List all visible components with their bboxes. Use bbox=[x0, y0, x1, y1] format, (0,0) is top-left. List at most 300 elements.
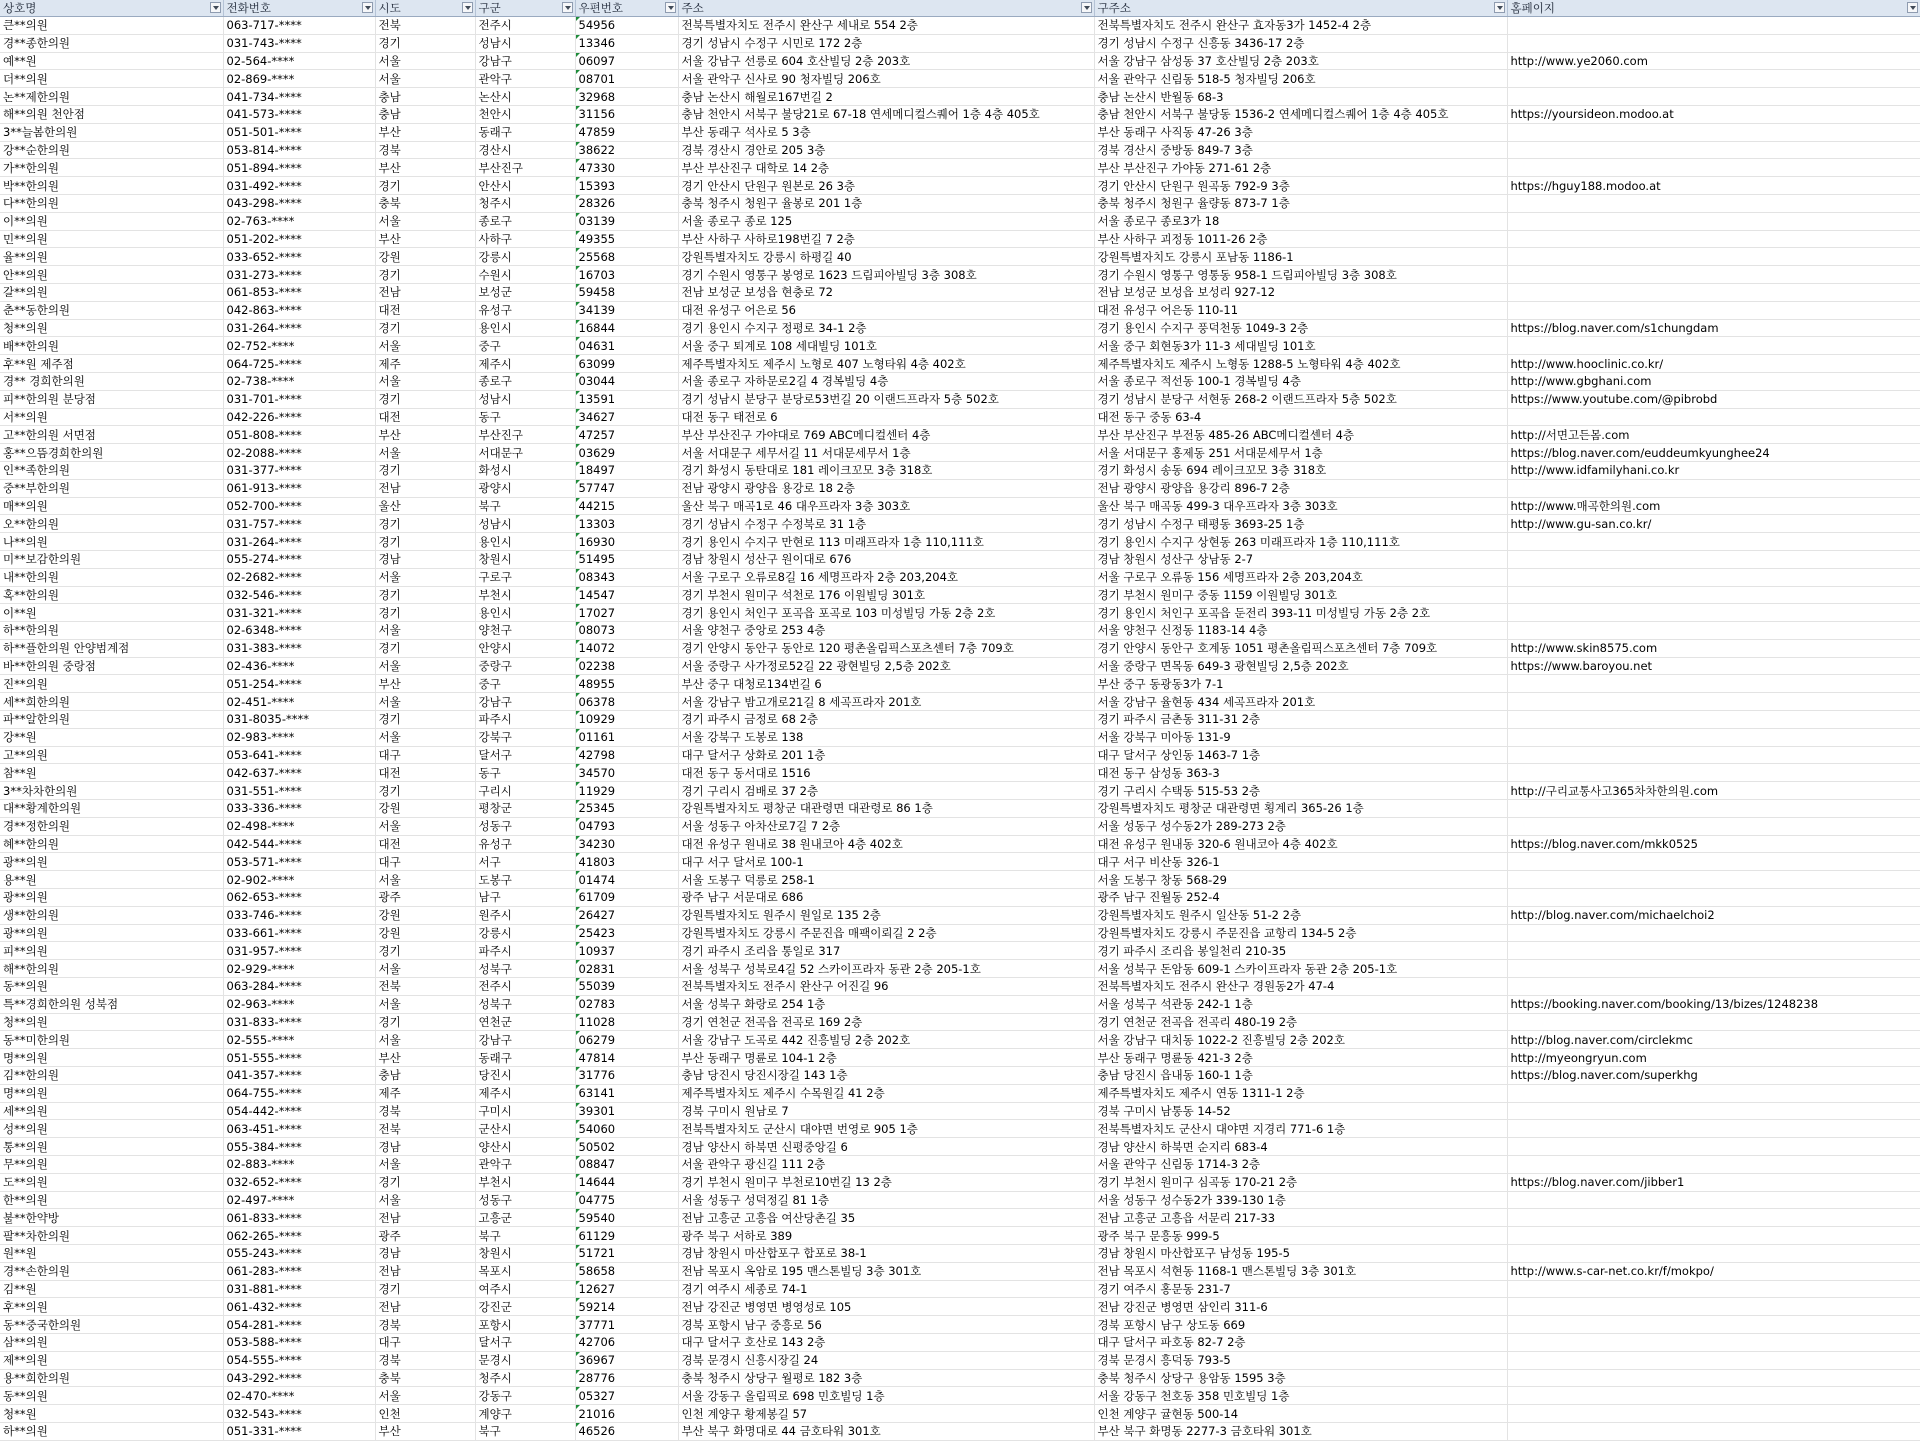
old-address-cell[interactable]: 전북특별자치도 군산시 대야면 지경리 771-6 1층 bbox=[1094, 1120, 1507, 1138]
district-cell[interactable]: 중구 bbox=[475, 337, 575, 355]
address-cell[interactable]: 경기 파주시 금정로 68 2층 bbox=[678, 711, 1094, 729]
zipcode-cell[interactable]: 51721 bbox=[575, 1244, 678, 1262]
zipcode-cell[interactable]: 02831 bbox=[575, 960, 678, 978]
address-cell[interactable]: 서울 중구 퇴계로 108 세대빌딩 101호 bbox=[678, 337, 1094, 355]
homepage-cell[interactable]: http://www.ye2060.com bbox=[1507, 52, 1920, 70]
district-cell[interactable]: 강진군 bbox=[475, 1298, 575, 1316]
name-cell[interactable]: 혹**한의원 bbox=[0, 586, 223, 604]
address-cell[interactable]: 강원특별자치도 원주시 원일로 135 2층 bbox=[678, 906, 1094, 924]
address-cell[interactable]: 서울 강남구 도곡로 442 진흥빌딩 2층 202호 bbox=[678, 1031, 1094, 1049]
province-cell[interactable]: 경기 bbox=[375, 319, 475, 337]
zipcode-cell[interactable]: 42706 bbox=[575, 1333, 678, 1351]
homepage-cell[interactable] bbox=[1507, 764, 1920, 782]
district-cell[interactable]: 서대문구 bbox=[475, 444, 575, 462]
old-address-cell[interactable]: 경기 용인시 처인구 포곡읍 둔전리 393-11 미성빌딩 가동 2층 2호 bbox=[1094, 604, 1507, 622]
name-cell[interactable]: 제**의원 bbox=[0, 1351, 223, 1369]
old-address-cell[interactable]: 서울 관악구 신림동 518-5 청자빌딩 206호 bbox=[1094, 70, 1507, 88]
name-cell[interactable]: 경**종한의원 bbox=[0, 34, 223, 52]
district-cell[interactable]: 북구 bbox=[475, 1422, 575, 1440]
phone-cell[interactable]: 02-497-**** bbox=[223, 1191, 375, 1209]
address-cell[interactable]: 전북특별자치도 군산시 대야면 번영로 905 1층 bbox=[678, 1120, 1094, 1138]
homepage-cell[interactable]: http://구리교통사고365차차한의원.com bbox=[1507, 782, 1920, 800]
phone-cell[interactable]: 031-321-**** bbox=[223, 604, 375, 622]
homepage-cell[interactable]: https://blog.naver.com/euddeumkyunghee24 bbox=[1507, 444, 1920, 462]
homepage-cell[interactable] bbox=[1507, 1084, 1920, 1102]
phone-cell[interactable]: 063-717-**** bbox=[223, 17, 375, 35]
name-cell[interactable]: 팔**차한의원 bbox=[0, 1227, 223, 1245]
address-cell[interactable]: 전남 보성군 보성읍 현충로 72 bbox=[678, 283, 1094, 301]
homepage-cell[interactable] bbox=[1507, 1333, 1920, 1351]
homepage-cell[interactable]: https://www.youtube.com/@pibrobd bbox=[1507, 390, 1920, 408]
address-cell[interactable]: 서울 서대문구 세무서길 11 서대문세무서 1층 bbox=[678, 444, 1094, 462]
old-address-cell[interactable]: 경북 문경시 흥덕동 793-5 bbox=[1094, 1351, 1507, 1369]
name-cell[interactable]: 율**의원 bbox=[0, 248, 223, 266]
name-cell[interactable]: 광**의원 bbox=[0, 889, 223, 907]
name-cell[interactable]: 나**의원 bbox=[0, 533, 223, 551]
zipcode-cell[interactable]: 21016 bbox=[575, 1405, 678, 1423]
old-address-cell[interactable]: 서울 성동구 성수동2가 339-130 1층 bbox=[1094, 1191, 1507, 1209]
district-cell[interactable]: 부천시 bbox=[475, 1173, 575, 1191]
province-cell[interactable]: 경기 bbox=[375, 177, 475, 195]
address-cell[interactable]: 대전 유성구 원내로 38 원내코아 4층 402호 bbox=[678, 835, 1094, 853]
zipcode-cell[interactable]: 49355 bbox=[575, 230, 678, 248]
old-address-cell[interactable]: 부산 북구 화명동 2277-3 금호타워 301호 bbox=[1094, 1422, 1507, 1440]
zipcode-cell[interactable]: 10929 bbox=[575, 711, 678, 729]
phone-cell[interactable]: 02-564-**** bbox=[223, 52, 375, 70]
province-cell[interactable]: 경기 bbox=[375, 604, 475, 622]
phone-cell[interactable]: 02-470-**** bbox=[223, 1387, 375, 1405]
old-address-cell[interactable]: 경기 여주시 홍문동 231-7 bbox=[1094, 1280, 1507, 1298]
district-cell[interactable]: 달서구 bbox=[475, 746, 575, 764]
address-cell[interactable]: 강원특별자치도 평창군 대관령면 대관령로 86 1층 bbox=[678, 800, 1094, 818]
old-address-cell[interactable]: 경북 경산시 중방동 849-7 3층 bbox=[1094, 141, 1507, 159]
district-cell[interactable]: 북구 bbox=[475, 497, 575, 515]
province-cell[interactable]: 경기 bbox=[375, 461, 475, 479]
address-cell[interactable]: 충북 청주시 청원구 율봉로 201 1층 bbox=[678, 194, 1094, 212]
zipcode-cell[interactable]: 16844 bbox=[575, 319, 678, 337]
zipcode-cell[interactable]: 50502 bbox=[575, 1138, 678, 1156]
district-cell[interactable]: 서구 bbox=[475, 853, 575, 871]
phone-cell[interactable]: 054-442-**** bbox=[223, 1102, 375, 1120]
name-cell[interactable]: 동**미한의원 bbox=[0, 1031, 223, 1049]
name-cell[interactable]: 해**의원 천안점 bbox=[0, 105, 223, 123]
address-cell[interactable]: 경기 안산시 단원구 원본로 26 3층 bbox=[678, 177, 1094, 195]
zipcode-cell[interactable]: 38622 bbox=[575, 141, 678, 159]
old-address-cell[interactable]: 경기 화성시 송동 694 레이크꼬모 3층 318호 bbox=[1094, 461, 1507, 479]
zipcode-cell[interactable]: 08847 bbox=[575, 1156, 678, 1174]
phone-cell[interactable]: 053-641-**** bbox=[223, 746, 375, 764]
province-cell[interactable]: 경기 bbox=[375, 586, 475, 604]
phone-cell[interactable]: 051-894-**** bbox=[223, 159, 375, 177]
homepage-cell[interactable] bbox=[1507, 533, 1920, 551]
name-cell[interactable]: 원**원 bbox=[0, 1244, 223, 1262]
phone-cell[interactable]: 051-808-**** bbox=[223, 426, 375, 444]
name-cell[interactable]: 도**의원 bbox=[0, 1173, 223, 1191]
name-cell[interactable]: 무**의원 bbox=[0, 1156, 223, 1174]
address-cell[interactable]: 경북 경산시 경안로 205 3층 bbox=[678, 141, 1094, 159]
name-cell[interactable]: 경** 경희한의원 bbox=[0, 372, 223, 390]
district-cell[interactable]: 중구 bbox=[475, 675, 575, 693]
district-cell[interactable]: 강릉시 bbox=[475, 248, 575, 266]
zipcode-cell[interactable]: 31776 bbox=[575, 1067, 678, 1085]
name-cell[interactable]: 혜**한의원 bbox=[0, 835, 223, 853]
old-address-cell[interactable]: 울산 북구 매곡동 499-3 대우프라자 3층 303호 bbox=[1094, 497, 1507, 515]
zipcode-cell[interactable]: 41803 bbox=[575, 853, 678, 871]
province-cell[interactable]: 강원 bbox=[375, 906, 475, 924]
name-cell[interactable]: 강**원 bbox=[0, 728, 223, 746]
province-cell[interactable]: 대전 bbox=[375, 764, 475, 782]
phone-cell[interactable]: 061-913-**** bbox=[223, 479, 375, 497]
name-cell[interactable]: 안**의원 bbox=[0, 266, 223, 284]
district-cell[interactable]: 부천시 bbox=[475, 586, 575, 604]
name-cell[interactable]: 명**의원 bbox=[0, 1049, 223, 1067]
name-cell[interactable]: 피**한의원 분당점 bbox=[0, 390, 223, 408]
zipcode-cell[interactable]: 06378 bbox=[575, 693, 678, 711]
province-cell[interactable]: 부산 bbox=[375, 1049, 475, 1067]
district-cell[interactable]: 광양시 bbox=[475, 479, 575, 497]
old-address-cell[interactable]: 전남 광양시 광양읍 용강리 896-7 2층 bbox=[1094, 479, 1507, 497]
zipcode-cell[interactable]: 31156 bbox=[575, 105, 678, 123]
name-cell[interactable]: 한**의원 bbox=[0, 1191, 223, 1209]
address-cell[interactable]: 대전 유성구 어은로 56 bbox=[678, 301, 1094, 319]
district-cell[interactable]: 파주시 bbox=[475, 711, 575, 729]
homepage-cell[interactable] bbox=[1507, 800, 1920, 818]
province-cell[interactable]: 충남 bbox=[375, 105, 475, 123]
old-address-cell[interactable]: 서울 강북구 미아동 131-9 bbox=[1094, 728, 1507, 746]
name-cell[interactable]: 김**원 bbox=[0, 1280, 223, 1298]
name-cell[interactable]: 진**의원 bbox=[0, 675, 223, 693]
province-cell[interactable]: 충남 bbox=[375, 88, 475, 106]
homepage-cell[interactable] bbox=[1507, 568, 1920, 586]
old-address-cell[interactable]: 부산 사하구 괴정동 1011-26 2층 bbox=[1094, 230, 1507, 248]
zipcode-cell[interactable]: 11929 bbox=[575, 782, 678, 800]
address-cell[interactable]: 충남 논산시 해월로167번길 2 bbox=[678, 88, 1094, 106]
district-cell[interactable]: 유성구 bbox=[475, 301, 575, 319]
name-cell[interactable]: 생**한의원 bbox=[0, 906, 223, 924]
district-cell[interactable]: 안산시 bbox=[475, 177, 575, 195]
address-cell[interactable]: 서울 성북구 화랑로 254 1층 bbox=[678, 995, 1094, 1013]
phone-cell[interactable]: 053-571-**** bbox=[223, 853, 375, 871]
district-cell[interactable]: 문경시 bbox=[475, 1351, 575, 1369]
province-cell[interactable]: 서울 bbox=[375, 995, 475, 1013]
name-cell[interactable]: 내**한의원 bbox=[0, 568, 223, 586]
homepage-cell[interactable] bbox=[1507, 230, 1920, 248]
phone-cell[interactable]: 051-331-**** bbox=[223, 1422, 375, 1440]
homepage-cell[interactable] bbox=[1507, 1422, 1920, 1440]
district-cell[interactable]: 구로구 bbox=[475, 568, 575, 586]
phone-cell[interactable]: 055-274-**** bbox=[223, 550, 375, 568]
homepage-cell[interactable] bbox=[1507, 34, 1920, 52]
province-cell[interactable]: 충북 bbox=[375, 1369, 475, 1387]
old-address-cell[interactable]: 대전 유성구 어은동 110-11 bbox=[1094, 301, 1507, 319]
address-cell[interactable]: 서울 성북구 성북로4길 52 스카이프라자 동관 2층 205-1호 bbox=[678, 960, 1094, 978]
phone-cell[interactable]: 055-243-**** bbox=[223, 1244, 375, 1262]
homepage-cell[interactable] bbox=[1507, 1244, 1920, 1262]
address-cell[interactable]: 부산 중구 대청로134번길 6 bbox=[678, 675, 1094, 693]
address-cell[interactable]: 광주 북구 서하로 389 bbox=[678, 1227, 1094, 1245]
old-address-cell[interactable]: 서울 관악구 신림동 1714-3 2층 bbox=[1094, 1156, 1507, 1174]
zipcode-cell[interactable]: 03629 bbox=[575, 444, 678, 462]
name-cell[interactable]: 하**한의원 bbox=[0, 622, 223, 640]
homepage-cell[interactable]: http://www.idfamilyhani.co.kr bbox=[1507, 461, 1920, 479]
homepage-cell[interactable] bbox=[1507, 194, 1920, 212]
district-cell[interactable]: 성북구 bbox=[475, 960, 575, 978]
zipcode-cell[interactable]: 34570 bbox=[575, 764, 678, 782]
province-cell[interactable]: 서울 bbox=[375, 1191, 475, 1209]
old-address-cell[interactable]: 서울 성북구 석관동 242-1 1층 bbox=[1094, 995, 1507, 1013]
address-cell[interactable]: 경북 문경시 신흥시장길 24 bbox=[678, 1351, 1094, 1369]
province-cell[interactable]: 전남 bbox=[375, 1298, 475, 1316]
district-cell[interactable]: 창원시 bbox=[475, 550, 575, 568]
phone-cell[interactable]: 033-746-**** bbox=[223, 906, 375, 924]
address-cell[interactable]: 경남 양산시 하북면 신평중앙길 6 bbox=[678, 1138, 1094, 1156]
homepage-cell[interactable]: http://서면고든몸.com bbox=[1507, 426, 1920, 444]
phone-cell[interactable]: 02-963-**** bbox=[223, 995, 375, 1013]
address-cell[interactable]: 경기 성남시 수정구 수정북로 31 1층 bbox=[678, 515, 1094, 533]
homepage-cell[interactable] bbox=[1507, 1102, 1920, 1120]
district-cell[interactable]: 논산시 bbox=[475, 88, 575, 106]
zipcode-cell[interactable]: 61709 bbox=[575, 889, 678, 907]
phone-cell[interactable]: 031-881-**** bbox=[223, 1280, 375, 1298]
district-cell[interactable]: 목포시 bbox=[475, 1262, 575, 1280]
address-cell[interactable]: 부산 부산진구 대학로 14 2층 bbox=[678, 159, 1094, 177]
address-cell[interactable]: 전남 강진군 병영면 병영성로 105 bbox=[678, 1298, 1094, 1316]
homepage-cell[interactable] bbox=[1507, 1227, 1920, 1245]
address-cell[interactable]: 대구 서구 달서로 100-1 bbox=[678, 853, 1094, 871]
address-cell[interactable]: 전남 광양시 광양읍 용강로 18 2층 bbox=[678, 479, 1094, 497]
old-address-cell[interactable]: 서울 강남구 삼성동 37 호산빌딩 2층 203호 bbox=[1094, 52, 1507, 70]
district-cell[interactable]: 성남시 bbox=[475, 34, 575, 52]
district-cell[interactable]: 군산시 bbox=[475, 1120, 575, 1138]
zipcode-cell[interactable]: 59540 bbox=[575, 1209, 678, 1227]
old-address-cell[interactable]: 강원특별자치도 강릉시 주문진읍 교항리 134-5 2층 bbox=[1094, 924, 1507, 942]
district-cell[interactable]: 청주시 bbox=[475, 1369, 575, 1387]
old-address-cell[interactable]: 경기 용인시 수지구 풍덕천동 1049-3 2층 bbox=[1094, 319, 1507, 337]
address-cell[interactable]: 경북 구미시 원남로 7 bbox=[678, 1102, 1094, 1120]
homepage-cell[interactable]: http://blog.naver.com/michaelchoi2 bbox=[1507, 906, 1920, 924]
address-cell[interactable]: 강원특별자치도 강릉시 하평길 40 bbox=[678, 248, 1094, 266]
district-cell[interactable]: 종로구 bbox=[475, 372, 575, 390]
district-cell[interactable]: 전주시 bbox=[475, 978, 575, 996]
district-cell[interactable]: 계양구 bbox=[475, 1405, 575, 1423]
address-cell[interactable]: 경북 포항시 남구 중흥로 56 bbox=[678, 1316, 1094, 1334]
name-cell[interactable]: 홍**으뜸경희한의원 bbox=[0, 444, 223, 462]
zipcode-cell[interactable]: 47814 bbox=[575, 1049, 678, 1067]
old-address-cell[interactable]: 전북특별자치도 전주시 완산구 효자동3가 1452-4 2층 bbox=[1094, 17, 1507, 35]
district-cell[interactable]: 파주시 bbox=[475, 942, 575, 960]
zipcode-cell[interactable]: 59214 bbox=[575, 1298, 678, 1316]
province-cell[interactable]: 대구 bbox=[375, 853, 475, 871]
phone-cell[interactable]: 02-752-**** bbox=[223, 337, 375, 355]
province-cell[interactable]: 서울 bbox=[375, 337, 475, 355]
province-cell[interactable]: 경북 bbox=[375, 1102, 475, 1120]
old-address-cell[interactable]: 부산 중구 동광동3가 7-1 bbox=[1094, 675, 1507, 693]
phone-cell[interactable]: 02-869-**** bbox=[223, 70, 375, 88]
homepage-cell[interactable] bbox=[1507, 17, 1920, 35]
district-cell[interactable]: 관악구 bbox=[475, 70, 575, 88]
old-address-cell[interactable]: 강원특별자치도 강릉시 포남동 1186-1 bbox=[1094, 248, 1507, 266]
phone-cell[interactable]: 043-292-**** bbox=[223, 1369, 375, 1387]
old-address-cell[interactable]: 부산 동래구 명륜동 421-3 2층 bbox=[1094, 1049, 1507, 1067]
zipcode-cell[interactable]: 47330 bbox=[575, 159, 678, 177]
old-address-cell[interactable]: 서울 종로구 적선동 100-1 경복빌딩 4층 bbox=[1094, 372, 1507, 390]
zipcode-cell[interactable]: 06097 bbox=[575, 52, 678, 70]
province-cell[interactable]: 경기 bbox=[375, 266, 475, 284]
district-cell[interactable]: 사하구 bbox=[475, 230, 575, 248]
old-address-cell[interactable]: 경기 성남시 수정구 신흥동 3436-17 2층 bbox=[1094, 34, 1507, 52]
homepage-cell[interactable]: https://www.baroyou.net bbox=[1507, 657, 1920, 675]
zipcode-cell[interactable]: 55039 bbox=[575, 978, 678, 996]
homepage-cell[interactable]: https://hguy188.modoo.at bbox=[1507, 177, 1920, 195]
zipcode-cell[interactable]: 37771 bbox=[575, 1316, 678, 1334]
old-address-cell[interactable]: 충북 청주시 청원구 율량동 873-7 1층 bbox=[1094, 194, 1507, 212]
name-cell[interactable]: 배**한의원 bbox=[0, 337, 223, 355]
old-address-cell[interactable]: 강원특별자치도 원주시 일산동 51-2 2층 bbox=[1094, 906, 1507, 924]
province-cell[interactable]: 부산 bbox=[375, 230, 475, 248]
address-cell[interactable]: 부산 동래구 명륜로 104-1 2층 bbox=[678, 1049, 1094, 1067]
old-address-cell[interactable]: 제주특별자치도 제주시 노형동 1288-5 노형타워 4층 402호 bbox=[1094, 355, 1507, 373]
district-cell[interactable]: 강남구 bbox=[475, 1031, 575, 1049]
phone-cell[interactable]: 053-814-**** bbox=[223, 141, 375, 159]
province-cell[interactable]: 서울 bbox=[375, 568, 475, 586]
district-cell[interactable]: 강동구 bbox=[475, 1387, 575, 1405]
province-cell[interactable]: 서울 bbox=[375, 622, 475, 640]
name-cell[interactable]: 청**원 bbox=[0, 1405, 223, 1423]
homepage-cell[interactable] bbox=[1507, 337, 1920, 355]
zipcode-cell[interactable]: 03044 bbox=[575, 372, 678, 390]
district-cell[interactable]: 포항시 bbox=[475, 1316, 575, 1334]
phone-cell[interactable]: 042-544-**** bbox=[223, 835, 375, 853]
name-cell[interactable]: 인**족한의원 bbox=[0, 461, 223, 479]
name-cell[interactable]: 불**한약방 bbox=[0, 1209, 223, 1227]
province-cell[interactable]: 경기 bbox=[375, 711, 475, 729]
address-cell[interactable]: 경기 용인시 처인구 포곡읍 포곡로 103 미성빌딩 가동 2층 2호 bbox=[678, 604, 1094, 622]
province-cell[interactable]: 제주 bbox=[375, 355, 475, 373]
zipcode-cell[interactable]: 25345 bbox=[575, 800, 678, 818]
filter-dropdown-icon[interactable] bbox=[1081, 2, 1092, 13]
address-cell[interactable]: 경기 파주시 조리읍 통일로 317 bbox=[678, 942, 1094, 960]
phone-cell[interactable]: 02-6348-**** bbox=[223, 622, 375, 640]
phone-cell[interactable]: 02-983-**** bbox=[223, 728, 375, 746]
zipcode-cell[interactable]: 61129 bbox=[575, 1227, 678, 1245]
province-cell[interactable]: 서울 bbox=[375, 1387, 475, 1405]
homepage-cell[interactable]: https://blog.naver.com/superkhg bbox=[1507, 1067, 1920, 1085]
old-address-cell[interactable]: 부산 부산진구 부전동 485-26 ABC메디컬센터 4층 bbox=[1094, 426, 1507, 444]
address-cell[interactable]: 경기 부천시 원미구 석천로 176 이원빌딩 301호 bbox=[678, 586, 1094, 604]
address-cell[interactable]: 부산 부산진구 가야대로 769 ABC메디컬센터 4층 bbox=[678, 426, 1094, 444]
province-cell[interactable]: 인천 bbox=[375, 1405, 475, 1423]
homepage-cell[interactable] bbox=[1507, 1013, 1920, 1031]
old-address-cell[interactable]: 경기 성남시 수정구 태평동 3693-25 1층 bbox=[1094, 515, 1507, 533]
old-address-cell[interactable]: 대구 달서구 파호동 82-7 2층 bbox=[1094, 1333, 1507, 1351]
province-cell[interactable]: 서울 bbox=[375, 70, 475, 88]
homepage-cell[interactable] bbox=[1507, 711, 1920, 729]
district-cell[interactable]: 화성시 bbox=[475, 461, 575, 479]
name-cell[interactable]: 다**한의원 bbox=[0, 194, 223, 212]
homepage-cell[interactable] bbox=[1507, 1191, 1920, 1209]
old-address-cell[interactable]: 서울 종로구 종로3가 18 bbox=[1094, 212, 1507, 230]
province-cell[interactable]: 울산 bbox=[375, 497, 475, 515]
address-cell[interactable]: 대전 동구 동서대로 1516 bbox=[678, 764, 1094, 782]
address-cell[interactable]: 전북특별자치도 전주시 완산구 어진길 96 bbox=[678, 978, 1094, 996]
homepage-cell[interactable] bbox=[1507, 1351, 1920, 1369]
address-cell[interactable]: 경기 수원시 영통구 봉영로 1623 드림피아빌딩 3층 308호 bbox=[678, 266, 1094, 284]
phone-cell[interactable]: 041-573-**** bbox=[223, 105, 375, 123]
name-cell[interactable]: 중**부한의원 bbox=[0, 479, 223, 497]
province-cell[interactable]: 광주 bbox=[375, 889, 475, 907]
zipcode-cell[interactable]: 16930 bbox=[575, 533, 678, 551]
province-cell[interactable]: 전남 bbox=[375, 1262, 475, 1280]
phone-cell[interactable]: 052-700-**** bbox=[223, 497, 375, 515]
name-cell[interactable]: 강**순한의원 bbox=[0, 141, 223, 159]
name-cell[interactable]: 성**의원 bbox=[0, 1120, 223, 1138]
address-cell[interactable]: 서울 관악구 광신길 111 2층 bbox=[678, 1156, 1094, 1174]
zipcode-cell[interactable]: 25568 bbox=[575, 248, 678, 266]
zipcode-cell[interactable]: 11028 bbox=[575, 1013, 678, 1031]
name-cell[interactable]: 경**손한의원 bbox=[0, 1262, 223, 1280]
homepage-cell[interactable] bbox=[1507, 693, 1920, 711]
address-cell[interactable]: 서울 강남구 밤고개로21길 8 세곡프라자 201호 bbox=[678, 693, 1094, 711]
district-cell[interactable]: 고흥군 bbox=[475, 1209, 575, 1227]
province-cell[interactable]: 대구 bbox=[375, 746, 475, 764]
name-cell[interactable]: 예**원 bbox=[0, 52, 223, 70]
district-cell[interactable]: 동구 bbox=[475, 764, 575, 782]
district-cell[interactable]: 동구 bbox=[475, 408, 575, 426]
name-cell[interactable]: 고**한의원 서면점 bbox=[0, 426, 223, 444]
phone-cell[interactable]: 031-377-**** bbox=[223, 461, 375, 479]
phone-cell[interactable]: 02-738-**** bbox=[223, 372, 375, 390]
address-cell[interactable]: 부산 동래구 석사로 5 3층 bbox=[678, 123, 1094, 141]
zipcode-cell[interactable]: 54060 bbox=[575, 1120, 678, 1138]
homepage-cell[interactable]: https://blog.naver.com/jibber1 bbox=[1507, 1173, 1920, 1191]
filter-dropdown-icon[interactable] bbox=[1907, 2, 1918, 13]
phone-cell[interactable]: 031-551-**** bbox=[223, 782, 375, 800]
filter-dropdown-icon[interactable] bbox=[562, 2, 573, 13]
name-cell[interactable]: 민**의원 bbox=[0, 230, 223, 248]
name-cell[interactable]: 명**의원 bbox=[0, 1084, 223, 1102]
province-cell[interactable]: 서울 bbox=[375, 1156, 475, 1174]
province-cell[interactable]: 경남 bbox=[375, 1244, 475, 1262]
address-cell[interactable]: 대구 달서구 호산로 143 2층 bbox=[678, 1333, 1094, 1351]
address-cell[interactable]: 경기 성남시 분당구 분당로53번길 20 이랜드프라자 5층 502호 bbox=[678, 390, 1094, 408]
name-cell[interactable]: 박**한의원 bbox=[0, 177, 223, 195]
phone-cell[interactable]: 055-384-**** bbox=[223, 1138, 375, 1156]
homepage-cell[interactable] bbox=[1507, 853, 1920, 871]
province-cell[interactable]: 강원 bbox=[375, 248, 475, 266]
homepage-cell[interactable]: https://yoursideon.modoo.at bbox=[1507, 105, 1920, 123]
address-cell[interactable]: 전남 목포시 옥암로 195 맨스톤빌딩 3층 301호 bbox=[678, 1262, 1094, 1280]
homepage-cell[interactable] bbox=[1507, 301, 1920, 319]
phone-cell[interactable]: 062-653-**** bbox=[223, 889, 375, 907]
old-address-cell[interactable]: 서울 강동구 천호동 358 민호빌딩 1층 bbox=[1094, 1387, 1507, 1405]
name-cell[interactable]: 춘**동한의원 bbox=[0, 301, 223, 319]
phone-cell[interactable]: 063-284-**** bbox=[223, 978, 375, 996]
zipcode-cell[interactable]: 16703 bbox=[575, 266, 678, 284]
name-cell[interactable]: 하**의원 bbox=[0, 1422, 223, 1440]
address-cell[interactable]: 서울 종로구 종로 125 bbox=[678, 212, 1094, 230]
province-cell[interactable]: 서울 bbox=[375, 693, 475, 711]
zipcode-cell[interactable]: 46526 bbox=[575, 1422, 678, 1440]
phone-cell[interactable]: 031-8035-**** bbox=[223, 711, 375, 729]
address-cell[interactable]: 경기 용인시 수지구 만현로 113 미래프라자 1층 110,111호 bbox=[678, 533, 1094, 551]
name-cell[interactable]: 김**한의원 bbox=[0, 1067, 223, 1085]
phone-cell[interactable]: 02-498-**** bbox=[223, 817, 375, 835]
zipcode-cell[interactable]: 15393 bbox=[575, 177, 678, 195]
homepage-cell[interactable] bbox=[1507, 622, 1920, 640]
old-address-cell[interactable]: 대전 동구 삼성동 363-3 bbox=[1094, 764, 1507, 782]
name-cell[interactable]: 이**원 bbox=[0, 604, 223, 622]
address-cell[interactable]: 전북특별자치도 전주시 완산구 세내로 554 2층 bbox=[678, 17, 1094, 35]
